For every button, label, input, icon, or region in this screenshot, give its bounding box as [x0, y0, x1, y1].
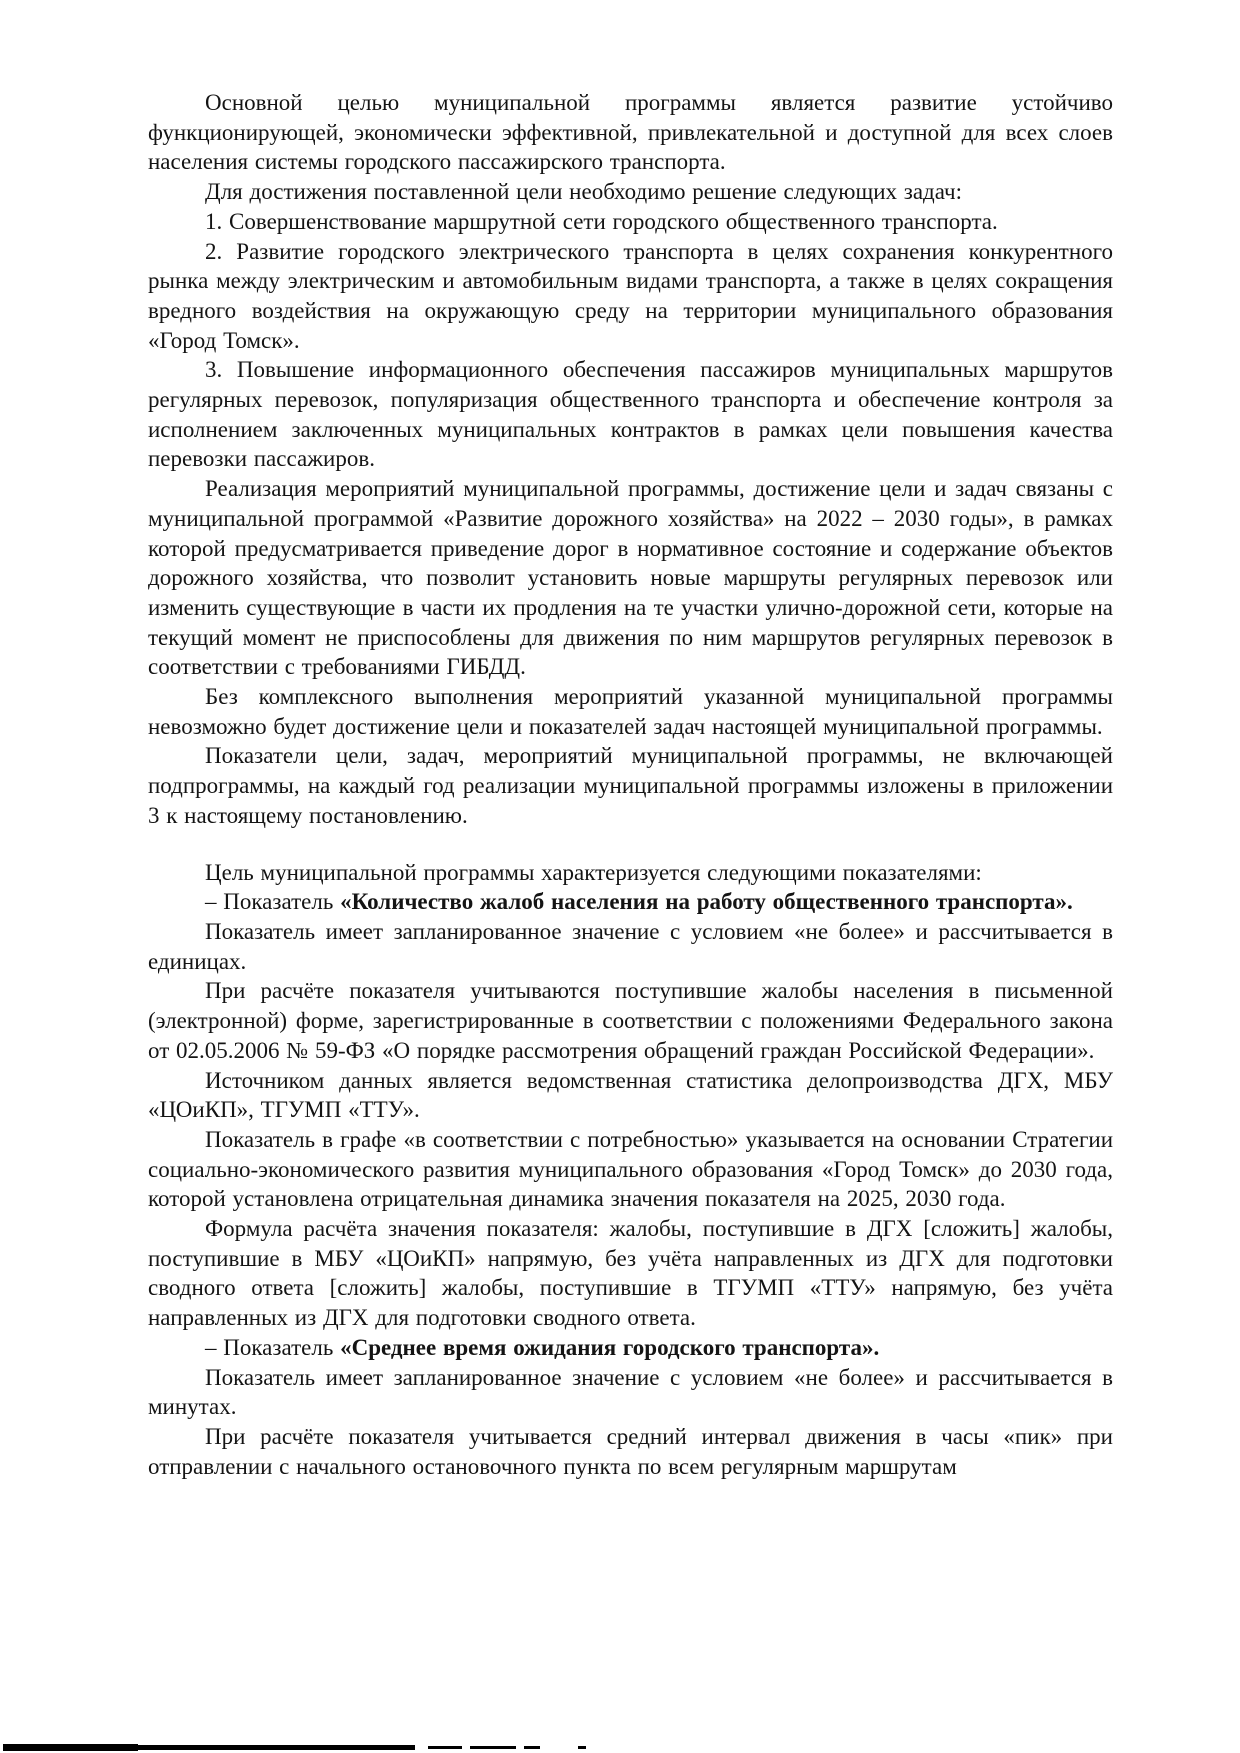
text-run: Цель муниципальной программы характеризуется следующими показателями: [205, 859, 982, 885]
text-run: Для достижения поставленной цели необходимо решение следующих задач: [205, 179, 962, 205]
text-run: Без комплексного выполнения мероприятий указанной муниципальной программы невозможно будет достижение цели и показателей задач настоящей муниципальной программы. [148, 684, 1113, 739]
para-road-program-link [148, 474, 1113, 682]
scan-artifact-segment [578, 1746, 586, 1749]
para-task-1 [148, 207, 1113, 237]
text-run: Показатель имеет запланированное значение с условием «не более» и рассчитывается в минутах. [148, 1364, 1113, 1420]
text-run: 2. Развитие городского электрического транспорта в целях сохранения конкурентного рынка между электрическим и автомобильным видами транспорта, а также в целях сокращения вредного воздействия на окружающую среду на территории муниципального образования «Город Томск». [148, 238, 1113, 353]
text-run: – Показатель [205, 889, 341, 915]
text-run: При расчёте показателя учитывается средний интервал движения в часы «пик» при отправлении с начального остановочного пункта по всем регулярным маршрутам [148, 1423, 1113, 1479]
text-run: Показатель имеет запланированное значение с условием «не более» и рассчитывается в единицах. [148, 918, 1113, 974]
para-indicators-annex [148, 741, 1113, 830]
para-task-3 [148, 355, 1113, 474]
para-tasks-intro [148, 177, 1113, 207]
para-main-goal [148, 88, 1113, 177]
para-data-source [148, 1066, 1113, 1125]
text-run: Основной целью муниципальной программы является развитие устойчиво функционирующей, экономически эффективной, привлекательной и доступной для всех слоев населения системы городского пассажирского транспорта. [148, 90, 1113, 175]
text-run: При расчёте показателя учитываются поступившие жалобы населения в письменной (электронной) форме, зарегистрированные в соответствии с положениями Федерального закона от 02.05.2006 № 59-ФЗ «О порядке рассмотрения обращений граждан Российской Федерации». [148, 978, 1113, 1063]
scan-artifact-segment [3, 1745, 415, 1750]
document-body [148, 88, 1113, 1481]
text-run: 3. Повышение информационного обеспечения пассажиров муниципальных маршрутов регулярных перевозок, популяризация общественного транспорта и обеспечение контроля за исполнением заключенных муниципальных контрактов в рамках цели повышения качества перевозки пассажиров. [148, 357, 1113, 472]
para-waiting-calculation [148, 1422, 1113, 1481]
text-run: Показатель в графе «в соответствии с потребностью» указывается на основании Стратегии социально-экономического развития муниципального образования «Город Томск» до 2030 года, которой установлена отрицательная динамика значения показателя на 2025, 2030 года. [148, 1126, 1113, 1212]
text-run: – Показатель [205, 1334, 341, 1360]
scan-artifact-segment [524, 1746, 540, 1749]
para-indicator-complaints [148, 887, 1113, 917]
scan-artifact-segment [428, 1746, 462, 1749]
text-run: Формула расчёта значения показателя: жалобы, поступившие в ДГХ [сложить] жалобы, поступившие в МБУ «ЦОиКП» напрямую, без учёта направленных из ДГХ для подготовки сводного ответа [сложить] жалобы, поступившие в ТГУМП «ТТУ» напрямую, без учёта направленных из ДГХ для подготовки сводного ответа. [148, 1216, 1113, 1331]
para-indicator-waiting-time [148, 1333, 1113, 1363]
para-task-2 [148, 237, 1113, 356]
para-needs-column [148, 1125, 1113, 1214]
text-run: Показатели цели, задач, мероприятий муниципальной программы, не включающей подпрограммы, на каждый год реализации муниципальной программы изложены в приложении 3 к настоящему постановлению. [148, 743, 1113, 828]
para-complaints-formula [148, 1214, 1113, 1333]
text-run: 1. Совершенствование маршрутной сети городского общественного транспорта. [205, 208, 998, 234]
para-goal-indicators-intro [148, 858, 1113, 888]
text-run: Реализация мероприятий муниципальной программы, достижение цели и задач связаны с муниципальной программой «Развитие дорожного хозяйства» на 2022 – 2030 годы», в рамках которой предусматривается приведение дорог в нормативное состояние и содержание объектов дорожного хозяйства, что позволит установить новые маршруты регулярных перевозок или изменить существующие в части их продления на те участки улично-дорожной сети, которые на текущий момент не приспособлены для движения по ним маршрутов регулярных перевозок в соответствии с требованиями ГИБДД. [148, 476, 1113, 680]
para-complaints-unit [148, 917, 1113, 976]
para-complaints-calculation [148, 976, 1113, 1065]
bold-text-run: «Среднее время ожидания городского транспорта». [340, 1334, 880, 1360]
para-waiting-unit [148, 1363, 1113, 1422]
text-run: Источником данных является ведомственная статистика делопроизводства ДГХ, МБУ «ЦОиКП», ТГУМП «ТТУ». [148, 1067, 1113, 1123]
scan-artifact-segment [470, 1746, 516, 1749]
bold-text-run: «Количество жалоб населения на работу общественного транспорта». [340, 889, 1073, 915]
para-complex-implementation [148, 682, 1113, 741]
